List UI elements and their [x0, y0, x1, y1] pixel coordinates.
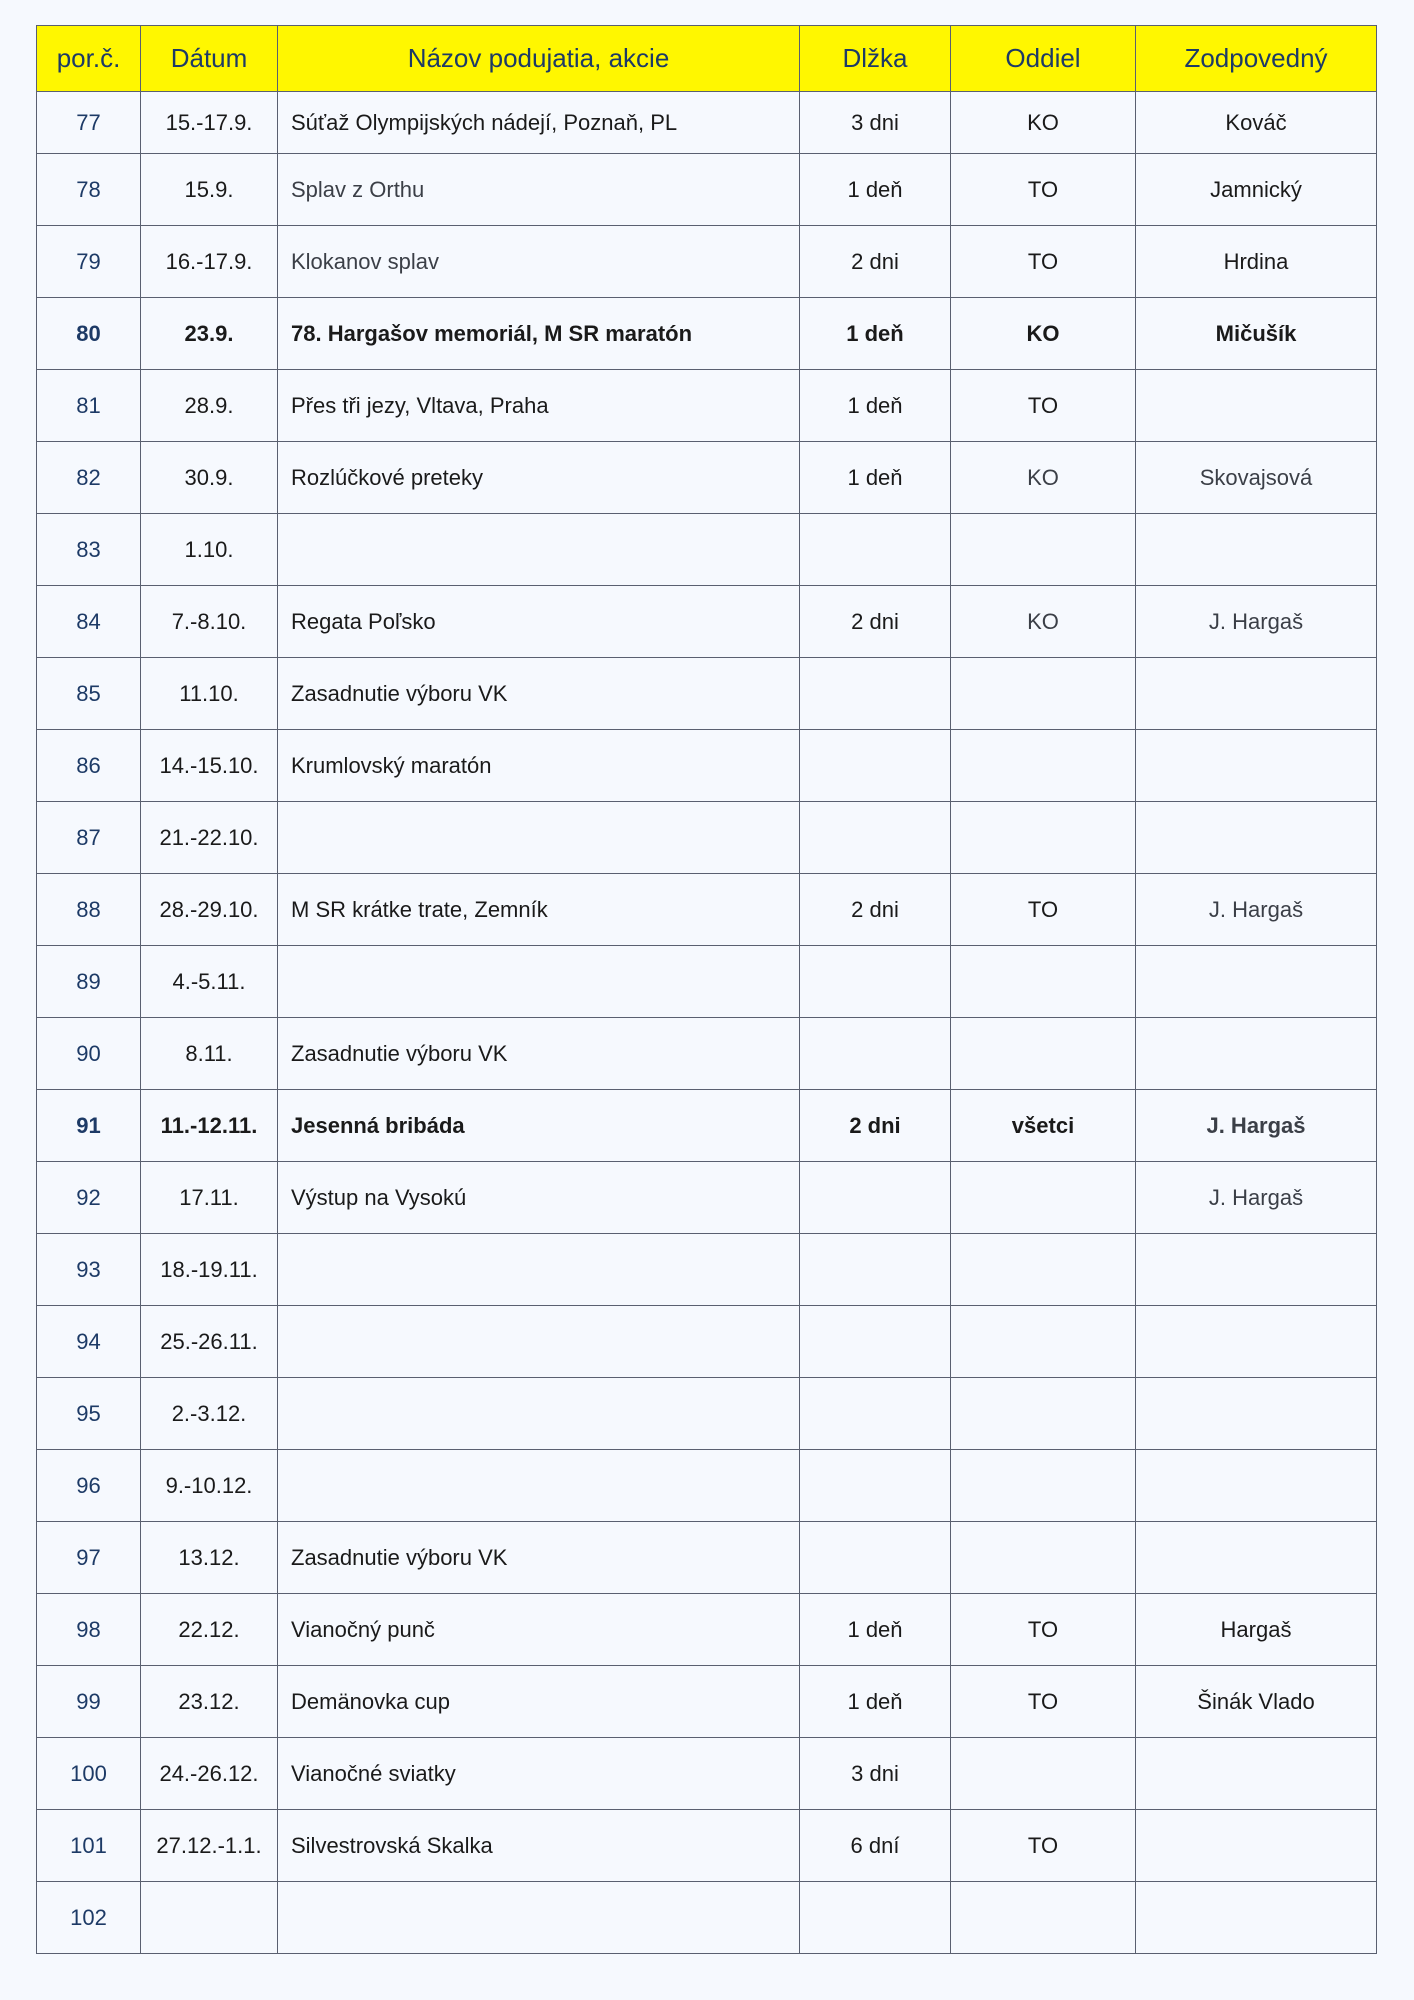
row-length: 1 deň	[800, 1666, 951, 1738]
row-department	[951, 514, 1136, 586]
row-event-name: Súťaž Olympijských nádejí, Poznaň, PL	[278, 92, 800, 154]
row-length	[800, 1162, 951, 1234]
row-department: KO	[951, 442, 1136, 514]
row-length	[800, 514, 951, 586]
row-responsible	[1136, 1522, 1377, 1594]
row-length: 2 dni	[800, 226, 951, 298]
row-responsible	[1136, 1018, 1377, 1090]
row-responsible	[1136, 370, 1377, 442]
row-length	[800, 1234, 951, 1306]
row-date: 28.9.	[141, 370, 278, 442]
table-body	[37, 92, 1377, 1954]
row-responsible: Hrdina	[1136, 226, 1377, 298]
table-row	[37, 658, 1377, 730]
row-number: 79	[37, 226, 141, 298]
row-department	[951, 1234, 1136, 1306]
row-event-name	[278, 1378, 800, 1450]
table-row	[37, 730, 1377, 802]
row-number: 84	[37, 586, 141, 658]
row-number: 89	[37, 946, 141, 1018]
row-responsible: Šinák Vlado	[1136, 1666, 1377, 1738]
row-number: 102	[37, 1882, 141, 1954]
row-number: 97	[37, 1522, 141, 1594]
row-date: 7.-8.10.	[141, 586, 278, 658]
row-event-name: Splav z Orthu	[278, 154, 800, 226]
row-responsible	[1136, 1378, 1377, 1450]
table-row	[37, 586, 1377, 658]
row-department: TO	[951, 1666, 1136, 1738]
row-number: 82	[37, 442, 141, 514]
row-event-name: Zasadnutie výboru VK	[278, 1018, 800, 1090]
header-row	[37, 26, 1377, 92]
row-event-name: Zasadnutie výboru VK	[278, 1522, 800, 1594]
row-date: 23.9.	[141, 298, 278, 370]
row-department: KO	[951, 92, 1136, 154]
row-responsible	[1136, 1882, 1377, 1954]
row-length	[800, 1522, 951, 1594]
row-date: 11.10.	[141, 658, 278, 730]
row-date: 16.-17.9.	[141, 226, 278, 298]
table-row	[37, 370, 1377, 442]
row-department: TO	[951, 154, 1136, 226]
row-number: 95	[37, 1378, 141, 1450]
row-length: 1 deň	[800, 370, 951, 442]
row-responsible	[1136, 658, 1377, 730]
row-department: KO	[951, 298, 1136, 370]
row-date: 28.-29.10.	[141, 874, 278, 946]
row-department	[951, 1306, 1136, 1378]
row-date: 17.11.	[141, 1162, 278, 1234]
row-date: 4.-5.11.	[141, 946, 278, 1018]
table-row	[37, 1666, 1377, 1738]
row-date: 11.-12.11.	[141, 1090, 278, 1162]
row-length	[800, 802, 951, 874]
table-row	[37, 1234, 1377, 1306]
row-date: 27.12.-1.1.	[141, 1810, 278, 1882]
row-responsible: Kováč	[1136, 92, 1377, 154]
row-responsible	[1136, 1306, 1377, 1378]
row-number: 81	[37, 370, 141, 442]
row-event-name: Rozlúčkové preteky	[278, 442, 800, 514]
header-date: Dátum	[141, 26, 278, 92]
row-department: TO	[951, 1594, 1136, 1666]
row-date	[141, 1882, 278, 1954]
row-length: 1 deň	[800, 298, 951, 370]
row-date: 15.-17.9.	[141, 92, 278, 154]
row-department	[951, 1162, 1136, 1234]
table-row	[37, 514, 1377, 586]
row-number: 96	[37, 1450, 141, 1522]
row-date: 22.12.	[141, 1594, 278, 1666]
row-event-name	[278, 802, 800, 874]
row-length: 1 deň	[800, 442, 951, 514]
row-event-name	[278, 1882, 800, 1954]
row-date: 14.-15.10.	[141, 730, 278, 802]
row-event-name: 78. Hargašov memoriál, M SR maratón	[278, 298, 800, 370]
row-event-name: Vianočné sviatky	[278, 1738, 800, 1810]
table-row	[37, 1810, 1377, 1882]
row-number: 93	[37, 1234, 141, 1306]
table-row	[37, 1594, 1377, 1666]
row-department	[951, 658, 1136, 730]
row-date: 9.-10.12.	[141, 1450, 278, 1522]
row-length: 2 dni	[800, 1090, 951, 1162]
row-event-name	[278, 1234, 800, 1306]
row-length: 3 dni	[800, 1738, 951, 1810]
row-department	[951, 1738, 1136, 1810]
row-responsible: J. Hargaš	[1136, 586, 1377, 658]
row-date: 2.-3.12.	[141, 1378, 278, 1450]
row-event-name: Vianočný punč	[278, 1594, 800, 1666]
table-row	[37, 1306, 1377, 1378]
row-number: 91	[37, 1090, 141, 1162]
row-number: 99	[37, 1666, 141, 1738]
row-length	[800, 946, 951, 1018]
row-date: 1.10.	[141, 514, 278, 586]
table-row	[37, 154, 1377, 226]
row-length	[800, 730, 951, 802]
row-department: TO	[951, 1810, 1136, 1882]
table-row	[37, 226, 1377, 298]
row-length: 1 deň	[800, 1594, 951, 1666]
table-row	[37, 802, 1377, 874]
row-length: 1 deň	[800, 154, 951, 226]
row-date: 23.12.	[141, 1666, 278, 1738]
row-date: 13.12.	[141, 1522, 278, 1594]
row-department	[951, 1450, 1136, 1522]
row-event-name	[278, 1306, 800, 1378]
row-event-name	[278, 946, 800, 1018]
row-length: 2 dni	[800, 586, 951, 658]
row-responsible: J. Hargaš	[1136, 1162, 1377, 1234]
row-event-name: Klokanov splav	[278, 226, 800, 298]
row-number: 86	[37, 730, 141, 802]
row-responsible	[1136, 730, 1377, 802]
header-department: Oddiel	[951, 26, 1136, 92]
header-responsible: Zodpovedný	[1136, 26, 1377, 92]
row-department: TO	[951, 370, 1136, 442]
row-responsible	[1136, 514, 1377, 586]
table-row	[37, 1882, 1377, 1954]
row-responsible: J. Hargaš	[1136, 1090, 1377, 1162]
row-date: 8.11.	[141, 1018, 278, 1090]
row-number: 100	[37, 1738, 141, 1810]
events-table	[36, 25, 1377, 1954]
row-responsible: Jamnický	[1136, 154, 1377, 226]
row-department	[951, 1018, 1136, 1090]
row-event-name	[278, 514, 800, 586]
table-row	[37, 1018, 1377, 1090]
table-row	[37, 1378, 1377, 1450]
table-header	[37, 26, 1377, 92]
row-responsible	[1136, 1810, 1377, 1882]
row-department: TO	[951, 226, 1136, 298]
row-number: 85	[37, 658, 141, 730]
row-number: 80	[37, 298, 141, 370]
row-department	[951, 802, 1136, 874]
table-row	[37, 1090, 1377, 1162]
row-length	[800, 1306, 951, 1378]
table-row	[37, 298, 1377, 370]
row-length	[800, 1882, 951, 1954]
row-date: 15.9.	[141, 154, 278, 226]
row-responsible: Hargaš	[1136, 1594, 1377, 1666]
table-row	[37, 1738, 1377, 1810]
header-number: por.č.	[37, 26, 141, 92]
row-department: TO	[951, 874, 1136, 946]
header-event-name: Názov podujatia, akcie	[278, 26, 800, 92]
row-number: 101	[37, 1810, 141, 1882]
row-date: 18.-19.11.	[141, 1234, 278, 1306]
row-responsible	[1136, 1450, 1377, 1522]
row-responsible	[1136, 1234, 1377, 1306]
row-date: 30.9.	[141, 442, 278, 514]
row-event-name: Krumlovský maratón	[278, 730, 800, 802]
row-event-name: Přes tři jezy, Vltava, Praha	[278, 370, 800, 442]
row-responsible: Mičušík	[1136, 298, 1377, 370]
row-responsible	[1136, 946, 1377, 1018]
row-date: 24.-26.12.	[141, 1738, 278, 1810]
row-department	[951, 730, 1136, 802]
row-date: 21.-22.10.	[141, 802, 278, 874]
row-length: 2 dni	[800, 874, 951, 946]
row-department: KO	[951, 586, 1136, 658]
row-department: všetci	[951, 1090, 1136, 1162]
row-length	[800, 1450, 951, 1522]
row-department	[951, 1378, 1136, 1450]
row-event-name: Jesenná bribáda	[278, 1090, 800, 1162]
row-department	[951, 946, 1136, 1018]
row-event-name: Regata Poľsko	[278, 586, 800, 658]
row-number: 94	[37, 1306, 141, 1378]
row-event-name: Demänovka cup	[278, 1666, 800, 1738]
row-length	[800, 658, 951, 730]
row-number: 90	[37, 1018, 141, 1090]
row-event-name: M SR krátke trate, Zemník	[278, 874, 800, 946]
header-length: Dlžka	[800, 26, 951, 92]
row-number: 78	[37, 154, 141, 226]
row-event-name: Výstup na Vysokú	[278, 1162, 800, 1234]
row-department	[951, 1522, 1136, 1594]
row-department	[951, 1882, 1136, 1954]
row-number: 88	[37, 874, 141, 946]
row-responsible	[1136, 802, 1377, 874]
row-event-name: Zasadnutie výboru VK	[278, 658, 800, 730]
row-responsible: J. Hargaš	[1136, 874, 1377, 946]
table-row	[37, 92, 1377, 154]
table-row	[37, 946, 1377, 1018]
row-length	[800, 1018, 951, 1090]
row-number: 92	[37, 1162, 141, 1234]
row-number: 77	[37, 92, 141, 154]
row-number: 83	[37, 514, 141, 586]
table-row	[37, 1162, 1377, 1234]
row-event-name: Silvestrovská Skalka	[278, 1810, 800, 1882]
row-responsible	[1136, 1738, 1377, 1810]
table-row	[37, 1450, 1377, 1522]
table-row	[37, 442, 1377, 514]
row-length: 3 dni	[800, 92, 951, 154]
row-event-name	[278, 1450, 800, 1522]
row-date: 25.-26.11.	[141, 1306, 278, 1378]
row-length	[800, 1378, 951, 1450]
row-length: 6 dní	[800, 1810, 951, 1882]
row-number: 87	[37, 802, 141, 874]
row-number: 98	[37, 1594, 141, 1666]
table-row	[37, 1522, 1377, 1594]
row-responsible: Skovajsová	[1136, 442, 1377, 514]
table-row	[37, 874, 1377, 946]
